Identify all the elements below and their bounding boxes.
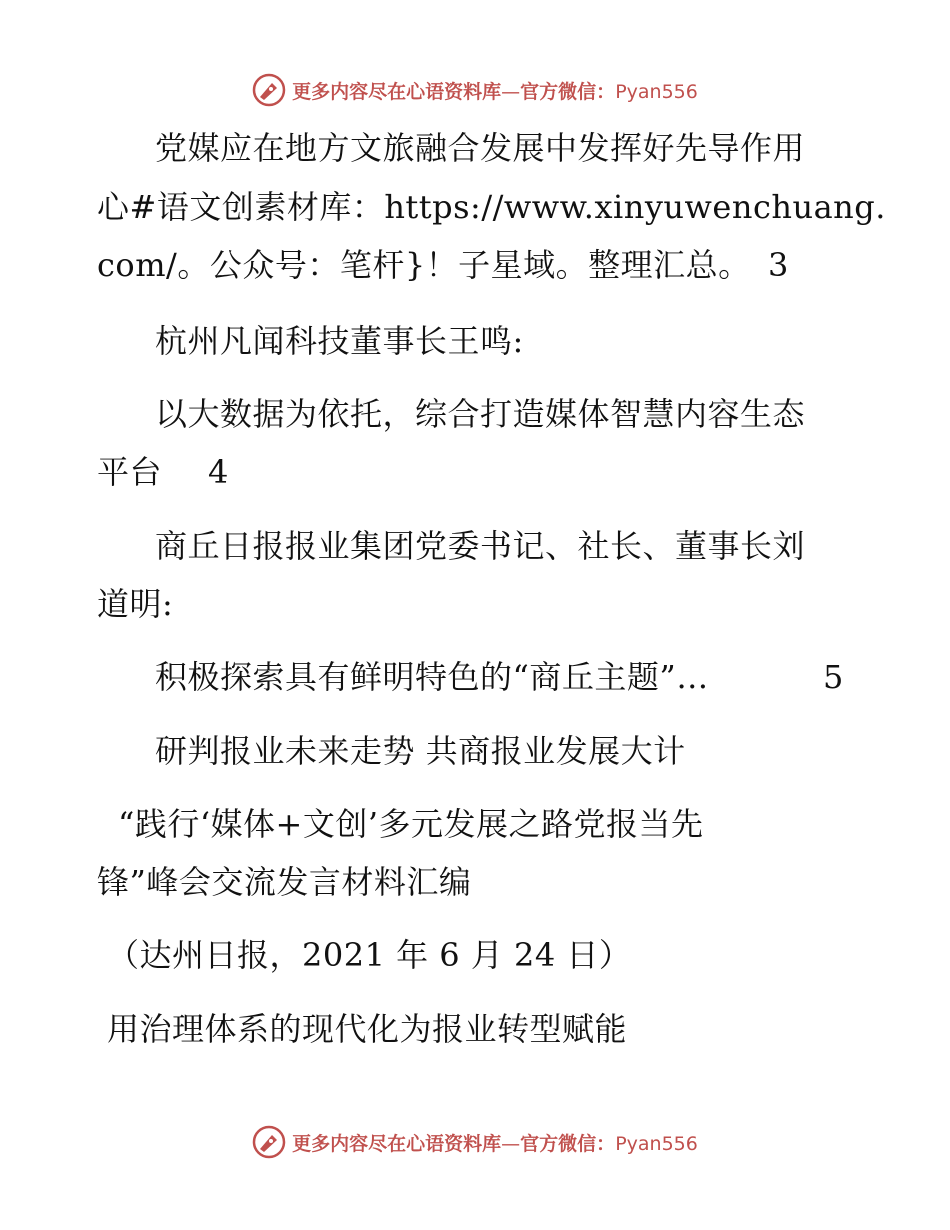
pen-nib-logo-icon [252,73,286,107]
toc-entry-2-line-1: 以大数据为依托，综合打造媒体智慧内容生态 [155,395,806,433]
article-title: 用治理体系的现代化为报业转型赋能 [107,1010,628,1048]
toc-entry-1-line-3: com/。公众号：笔杆}！子星域。整理汇总。 [97,246,751,284]
pen-nib-logo-icon [252,1125,286,1159]
header-banner [0,68,950,112]
toc-entry-3-author-line-1: 商丘日报报业集团党委书记、社长、董事长刘 [155,527,806,565]
toc-entry-2-line-2: 平台 [97,453,163,491]
heading-2-line-1: “践行‘媒体+文创’多元发展之路党报当先 [118,805,704,843]
toc-entry-1-line-2: 心#语文创素材库：https://www.xinyuwenchuang. [97,188,886,226]
heading-1: 研判报业未来走势 共商报业发展大计 [155,732,686,770]
toc-entry-1-page: 3 [768,246,789,284]
banner-text: 更多内容尽在心语资料库—官方微信：Pyan556 [292,1132,698,1155]
toc-entry-2-author: 杭州凡闻科技董事长王鸣: [155,322,524,360]
footer-banner [0,1120,950,1164]
toc-entry-1-line-1: 党媒应在地方文旅融合发展中发挥好先导作用 [155,129,806,167]
toc-entry-2-page: 4 [208,453,229,491]
toc-entry-3-title: 积极探索具有鲜明特色的“商丘主题”… [155,658,709,696]
toc-entry-3-page: 5 [823,658,844,696]
banner-text: 更多内容尽在心语资料库—官方微信：Pyan556 [292,80,698,103]
heading-2-line-2: 锋”峰会交流发言材料汇编 [97,863,472,901]
source-line: （达州日报，2021 年 6 月 24 日） [107,936,632,974]
toc-entry-3-author-line-2: 道明: [97,585,174,623]
